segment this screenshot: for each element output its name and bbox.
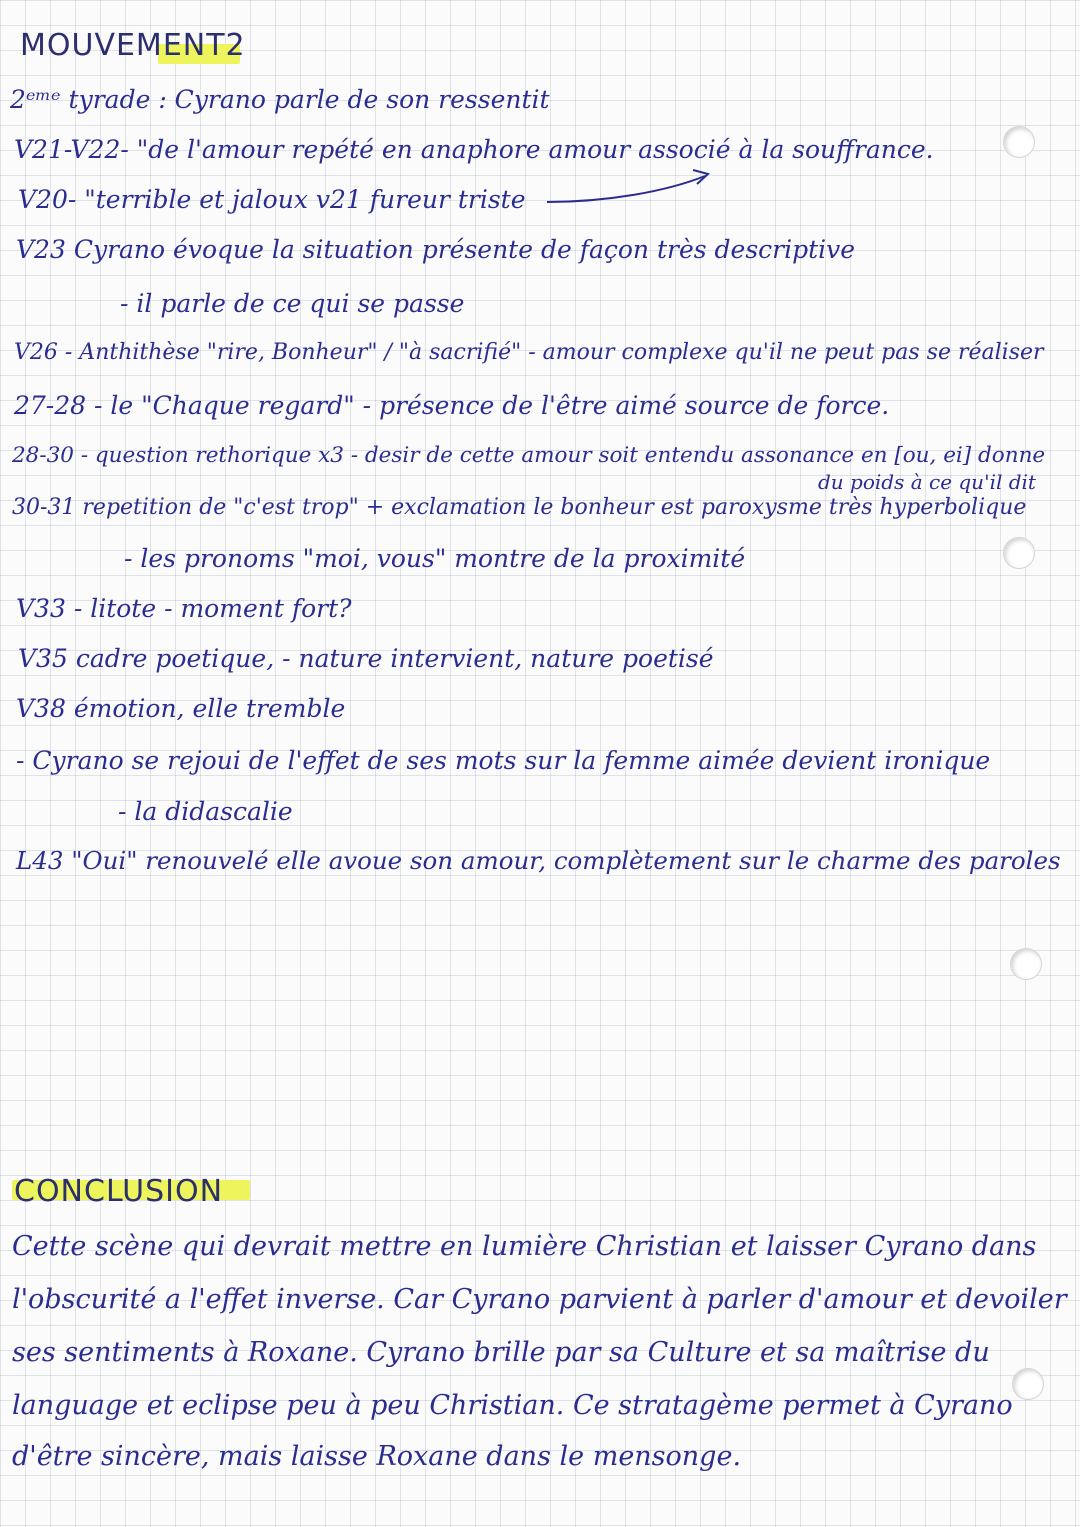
binder-hole-3 — [1010, 948, 1042, 980]
note-line: - la didascalie — [118, 797, 293, 826]
note-line: - Cyrano se rejoui de l'effet de ses mots sur la femme aimée devient ironique — [16, 746, 991, 775]
movement-title: MOUVEMENT2 — [20, 28, 246, 63]
arrow-icon — [545, 160, 745, 210]
note-line: du poids à ce qu'il dit — [818, 470, 1036, 494]
binder-hole-2 — [1003, 537, 1035, 569]
conclusion-title: CONCLUSION — [14, 1174, 224, 1209]
note-line: V35 cadre poetique, - nature intervient, nature poetisé — [18, 644, 714, 673]
note-line: 2ᵉᵐᵉ tyrade : Cyrano parle de son ressentit — [10, 85, 550, 114]
note-line: 30-31 repetition de "c'est trop" + exclamation le bonheur est paroxysme très hyperbolique — [12, 495, 1027, 520]
conclusion-line: ses sentiments à Roxane. Cyrano brille par sa Culture et sa maîtrise du — [12, 1337, 990, 1368]
conclusion-line: Cette scène qui devrait mettre en lumière Christian et laisser Cyrano dans — [12, 1231, 1037, 1262]
note-line: V38 émotion, elle tremble — [16, 694, 346, 723]
note-line: L43 "Oui" renouvelé elle avoue son amour, complètement sur le charme des paroles — [16, 846, 1061, 875]
conclusion-line: l'obscurité a l'effet inverse. Car Cyrano parvient à parler d'amour et devoiler — [12, 1284, 1067, 1315]
note-line: V21-V22- "de l'amour repété en anaphore amour associé à la souffrance. — [14, 135, 934, 164]
note-line: - il parle de ce qui se passe — [120, 289, 465, 318]
note-line: - les pronoms "moi, vous" montre de la proximité — [124, 544, 746, 573]
binder-hole-4 — [1012, 1368, 1044, 1400]
note-line: V26 - Anthithèse "rire, Bonheur" / "à sacrifié" - amour complexe qu'il ne peut pas se réaliser — [14, 340, 1044, 365]
conclusion-line: language et eclipse peu à peu Christian. Ce stratagème permet à Cyrano — [12, 1390, 1013, 1421]
conclusion-line: d'être sincère, mais laisse Roxane dans le mensonge. — [12, 1441, 742, 1472]
note-line: V23 Cyrano évoque la situation présente de façon très descriptive — [16, 235, 856, 264]
note-line: V33 - litote - moment fort? — [16, 594, 352, 623]
note-line: 28-30 - question rethorique x3 - desir de cette amour soit entendu assonance en [ou, ei] donne — [12, 443, 1046, 468]
binder-hole-1 — [1003, 126, 1035, 158]
note-line: V20- "terrible et jaloux v21 fureur triste — [18, 185, 526, 214]
note-line: 27-28 - le "Chaque regard" - présence de l'être aimé source de force. — [14, 391, 890, 420]
